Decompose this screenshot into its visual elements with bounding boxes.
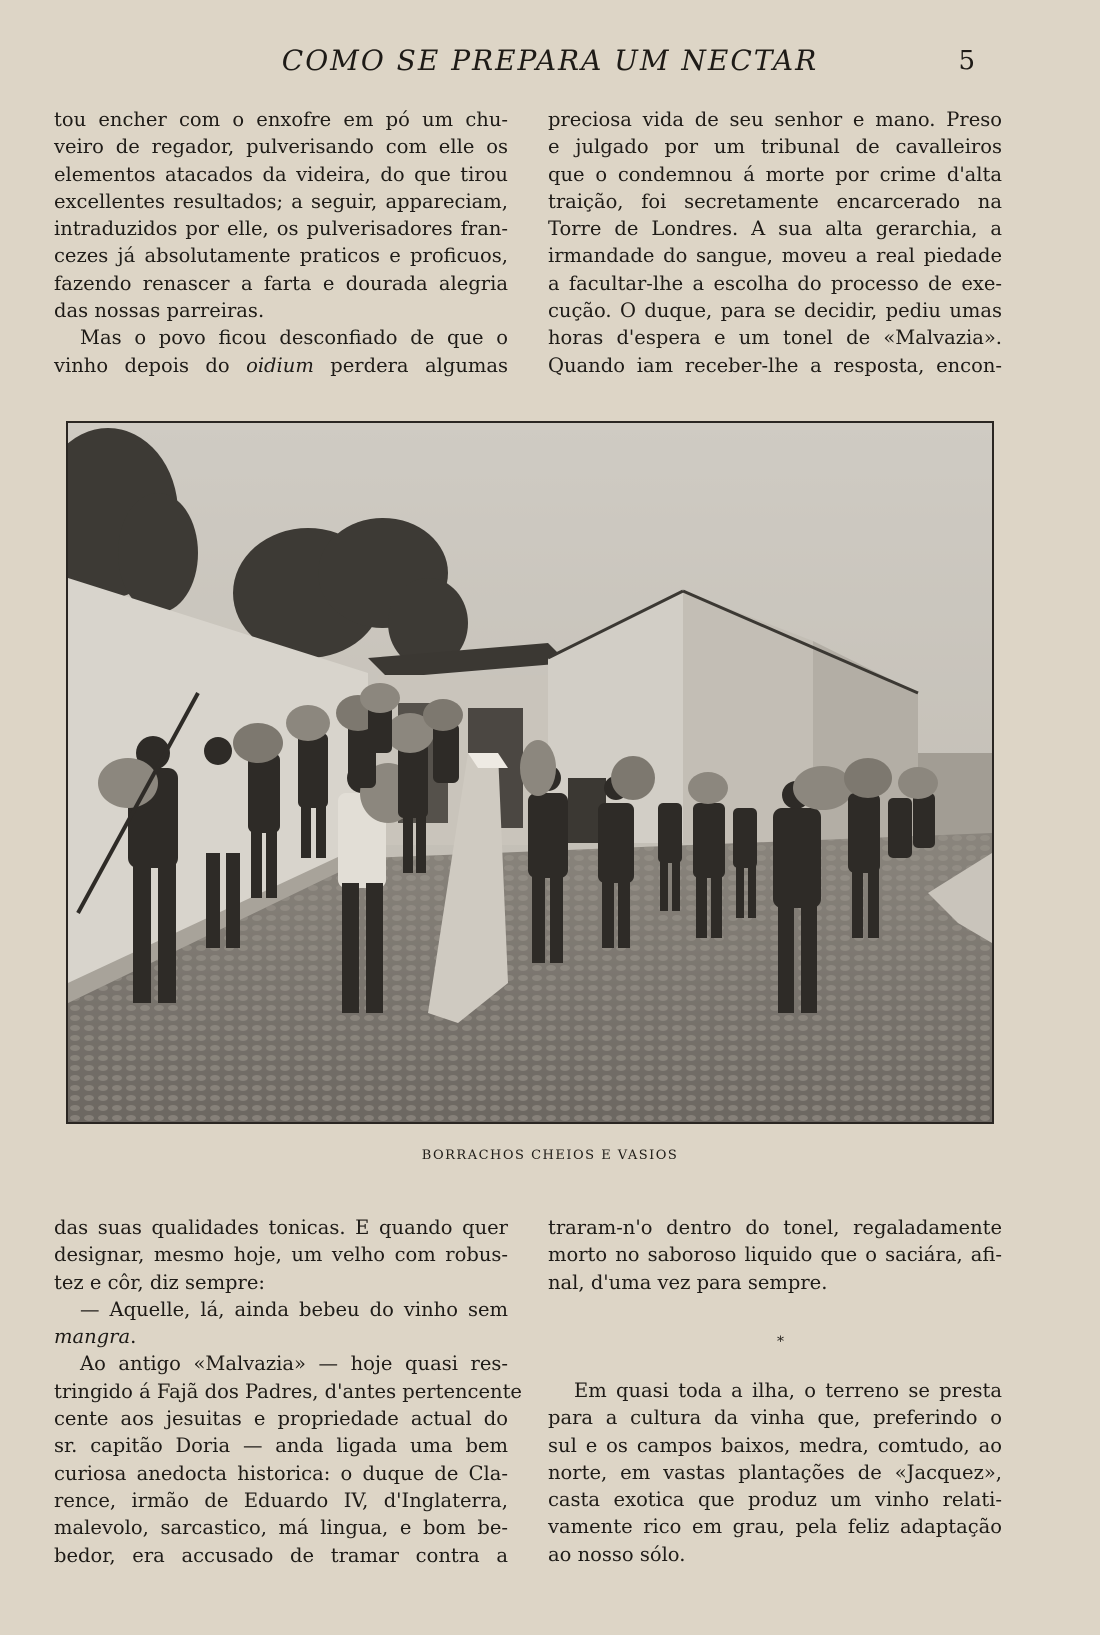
text-line: tringido á Fajã dos Padres, d'antes pertencente: [54, 1379, 522, 1403]
text-line: morto no saboroso liquido que o saciára, afi-: [548, 1243, 1002, 1267]
top-right-column: [548, 106, 1002, 379]
text-line: fazendo renascer a farta e dourada alegria: [54, 271, 508, 295]
text-line: traição, foi secretamente encarcerado na: [548, 189, 1002, 213]
text-line: veiro de regador, pulverisando com elle os: [54, 135, 508, 159]
top-left-column: [54, 106, 508, 379]
text-line: que o condemnou á morte por crime d'alta: [548, 162, 1002, 186]
text-run: perdera algumas: [313, 353, 508, 377]
text-line: [54, 1323, 508, 1350]
text-line: sr. capitão Doria — anda ligada uma bem: [54, 1434, 508, 1458]
bottom-right-column-continued: [548, 1377, 1002, 1568]
page-number: 5: [958, 46, 975, 76]
text-line: sul e os campos baixos, medra, comtudo, ao: [548, 1433, 1002, 1457]
text-line: [54, 352, 508, 379]
bottom-left-column: [54, 1214, 522, 1569]
section-separator: *: [777, 1334, 784, 1350]
text-line: excellentes resultados; a seguir, appareciam,: [54, 189, 508, 213]
text-line: e julgado por um tribunal de cavalleiros: [548, 135, 1002, 159]
paragraph: [54, 1350, 522, 1568]
text-line: para a cultura da vinha que, preferindo o: [548, 1406, 1002, 1430]
text-line: nal, d'uma vez para sempre.: [548, 1270, 828, 1294]
text-line: bedor, era accusado de tramar contra a: [54, 1543, 508, 1567]
text-run: vinho depois do: [54, 353, 247, 377]
text-line: das nossas parreiras.: [54, 299, 265, 323]
paragraph: [548, 1214, 1002, 1296]
text-line: preciosa vida de seu senhor e mano. Preso: [548, 108, 1002, 131]
text-line: traram-n'o dentro do tonel, regaladamente: [548, 1216, 1002, 1239]
italic-word: oidium: [246, 353, 314, 377]
text-line: cente aos jesuitas e propriedade actual do: [54, 1407, 508, 1431]
text-line: das suas qualidades tonicas. E quando quer: [54, 1216, 508, 1239]
text-line: ao nosso sólo.: [548, 1542, 686, 1566]
text-line: curiosa anedocta historica: o duque de Cla-: [54, 1461, 508, 1485]
paragraph: [54, 1214, 508, 1296]
text-line: a facultar-lhe a escolha do processo de exe-: [548, 271, 1002, 295]
text-line: Em quasi toda a ilha, o terreno se presta: [574, 1379, 1002, 1402]
text-line: Quando iam receber-lhe a resposta, encon-: [548, 353, 1002, 377]
text-line: malevolo, sarcastico, má lingua, e bom be-: [54, 1516, 508, 1540]
text-line: intraduzidos por elle, os pulverisadores fran-: [54, 217, 508, 241]
text-line: irmandade do sangue, moveu a real piedade: [548, 244, 1002, 268]
text-line: — Aquelle, lá, ainda bebeu do vinho sem: [80, 1297, 508, 1321]
text-line: norte, em vastas plantações de «Jacquez»,: [548, 1460, 1002, 1484]
paragraph: [548, 1377, 1002, 1568]
text-line: tou encher com o enxofre em pó um chu-: [54, 108, 508, 131]
paragraph: [548, 106, 1002, 379]
text-line: tez e côr, diz sempre:: [54, 1270, 265, 1294]
text-line: designar, mesmo hoje, um velho com robus-: [54, 1243, 508, 1267]
italic-word: mangra: [54, 1325, 131, 1349]
paragraph: [54, 106, 508, 324]
paragraph: [54, 324, 508, 379]
photograph-illustration: [68, 423, 992, 1122]
text-line: cezes já absolutamente praticos e proficuos,: [54, 244, 508, 268]
text-line: rence, irmão de Eduardo IV, d'Inglaterra,: [54, 1488, 508, 1512]
text-line: horas d'espera e um tonel de «Malvazia».: [548, 326, 1002, 350]
text-line: Ao antigo «Malvazia» — hoje quasi res-: [80, 1352, 508, 1376]
photograph: [66, 421, 994, 1124]
text-line: vamente rico em grau, pela feliz adaptação: [548, 1515, 1002, 1539]
text-line: casta exotica que produz um vinho relati-: [548, 1488, 1002, 1512]
text-line: cução. O duque, para se decidir, pediu umas: [548, 299, 1002, 323]
text-line: Mas o povo ficou desconfiado de que o: [80, 326, 508, 350]
text-run: .: [130, 1325, 137, 1349]
bottom-right-column: [548, 1214, 1002, 1296]
text-line: elementos atacados da videira, do que tirou: [54, 162, 508, 186]
running-header-title: COMO SE PREPARA UM NECTAR: [281, 44, 819, 77]
text-line: Torre de Londres. A sua alta gerarchia, a: [548, 217, 1002, 241]
figure-caption: BORRACHOS CHEIOS E VASIOS: [421, 1148, 679, 1163]
paragraph: [54, 1296, 508, 1351]
